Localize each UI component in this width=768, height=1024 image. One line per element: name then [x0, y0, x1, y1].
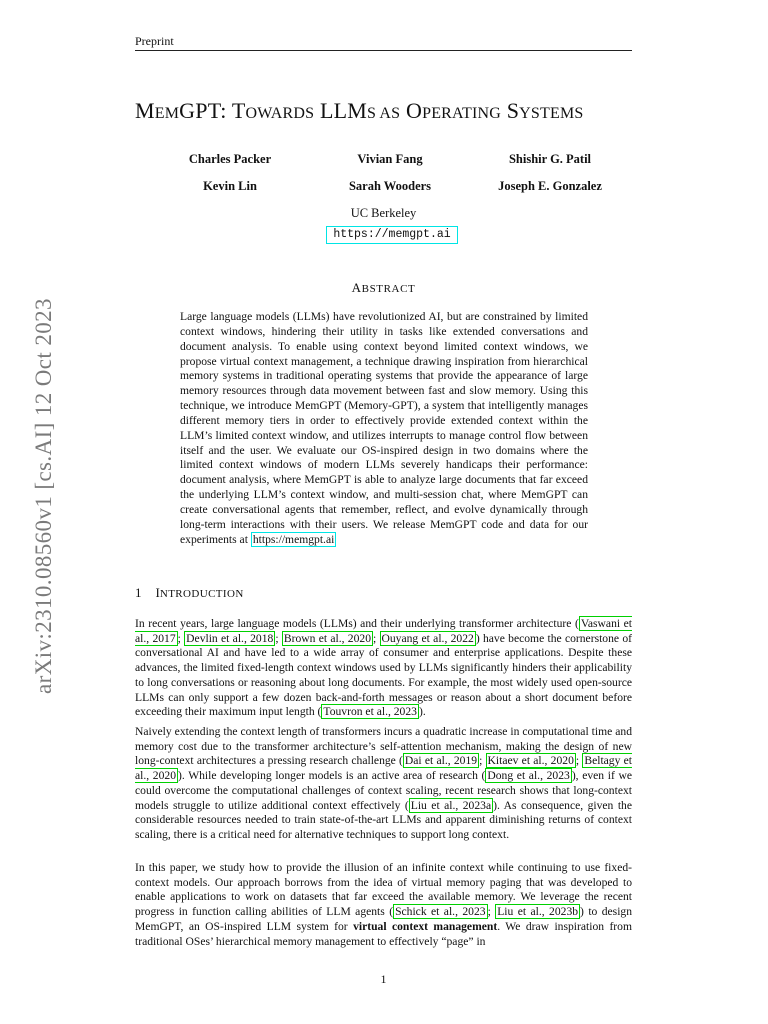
arxiv-stamp: arXiv:2310.08560v1 [cs.AI] 12 Oct 2023 — [31, 298, 56, 694]
citation-link[interactable]: Kitaev et al., 2020 — [487, 754, 574, 768]
author-name: Sarah Wooders — [348, 179, 432, 193]
citation-link[interactable]: Touvron et al., 2023 — [323, 705, 417, 719]
abstract-body — [180, 310, 588, 548]
citation-link[interactable]: Schick et al., 2023 — [395, 905, 486, 919]
citation-link[interactable]: Beltagy et al., 2020 — [135, 754, 633, 783]
author-name: Shishir G. Patil — [508, 152, 592, 166]
section-heading-introduction: 1 INTRODUCTION — [135, 585, 244, 600]
citation-link[interactable]: Vaswani et al., 2017 — [135, 617, 633, 645]
citation-link[interactable]: Brown et al., 2020 — [283, 631, 371, 645]
author-name: Vivian Fang — [357, 152, 423, 166]
citation-link[interactable]: Liu et al., 2023a — [410, 798, 492, 812]
abstract-text: Large language models (LLMs) have revolutionized AI, but are constrained by limited context windows, hindering their utility in tasks like extended conversations and document analysis. To enable using context beyond limited context windows, we propose virtual context management, a technique drawing inspiration from hierarchical memory systems in traditional operating systems that provide the appearance of large memory resources through data movement between fast and slow memory. Using this technique, we introduce MemGPT (Memory-GPT), a system that intelligently manages different memory tiers in order to effectively provide extended context within the LLM’s limited context window, and utilizes interrupts to manage control flow between itself and the user. We evaluate our OS-inspired design in two domains where the limited context windows of modern LLMs severely handicaps their performance: document analysis, where MemGPT is able to analyze large documents that far exceed the underlying LLM’s context window, and multi-session chat, where MemGPT can create conversational agents that remember, reflect, and evolve dynamically through long-term interactions with their users. We release MemGPT code and data for our experiments at — [180, 310, 588, 546]
page-number: 1 — [380, 972, 387, 986]
abstract-url-link[interactable]: https://memgpt.ai — [252, 532, 335, 546]
paper-title: MEMGPT: TOWARDS LLMS AS OPERATING SYSTEMS — [135, 98, 584, 123]
intro-paragraph-2: Naively extending the context length of transformers incurs a quadratic increase in computational time and memory cost due to the transformer architecture’s self-attention mechanism, making the design of new long-context architectures a pressing research challenge ( Dai et al., 2019 ; Kitaev et al., 2020 ; Beltagy et al., 2020 ). While developing longer models is an active area of research ( Dong et al., 2023 ), even if we could overcome the computational challenges of context scaling, recent research shows that long-context models struggle to utilize additional context effectively ( Liu et al., 2023a ). As consequence, given the considerable resources needed to train state-of-the-art LLMs and apparent diminishing returns of context scaling, there is a critical need for alternative techniques to support long context. — [135, 725, 633, 841]
bold-term: virtual context management — [353, 919, 498, 933]
citation-link[interactable]: Liu et al., 2023b — [497, 905, 579, 919]
citation-link[interactable]: Dai et al., 2019 — [404, 754, 478, 768]
intro-paragraph-3: In this paper, we study how to provide the illusion of an infinite context while continuing to use fixed-context models. Our approach borrows from the idea of virtual memory paging that was developed to enable applications to work on datasets that far exceed the available memory. We leverage the recent progress in function calling abilities of LLM agents ( Schick et al., 2023 ; Liu et al., 2023b ) to design MemGPT, an OS-inspired LLM system for virtual context management. We draw inspiration from traditional OSes’ hierarchical memory management to effectively “page” in — [135, 861, 633, 948]
citation-link[interactable]: Dong et al., 2023 — [487, 769, 570, 783]
author-name: Joseph E. Gonzalez — [498, 179, 602, 193]
citation-link[interactable]: Ouyang et al., 2022 — [381, 631, 474, 645]
project-url-link[interactable]: https://memgpt.ai — [326, 226, 458, 244]
author-name: Charles Packer — [188, 152, 272, 166]
running-header: Preprint — [135, 34, 174, 48]
affiliation: UC Berkeley — [350, 206, 417, 220]
author-name: Kevin Lin — [203, 179, 257, 193]
intro-paragraph-1: In recent years, large language models (LLMs) and their underlying transformer architecture ( Vaswani et al., 2017 ; Devlin et al., 2018 ; Brown et al., 2020 ; Ouyang et al., 2022 ) have become the cornerstone of conversational AI and have led to a wide array of consumer and enterprise applications. Despite these advances, the limited fixed-length context windows used by LLMs significantly hinders their applicability to long conversations or reasoning about long documents. For example, the most widely used open-source LLMs can only support a few dozen back-and-forth messages or reason about a short document before exceeding their maximum input length ( Touvron et al., 2023 ). — [135, 617, 633, 719]
abstract-heading: ABSTRACT — [351, 280, 416, 295]
header-rule — [135, 50, 632, 51]
citation-link[interactable]: Devlin et al., 2018 — [186, 631, 274, 645]
